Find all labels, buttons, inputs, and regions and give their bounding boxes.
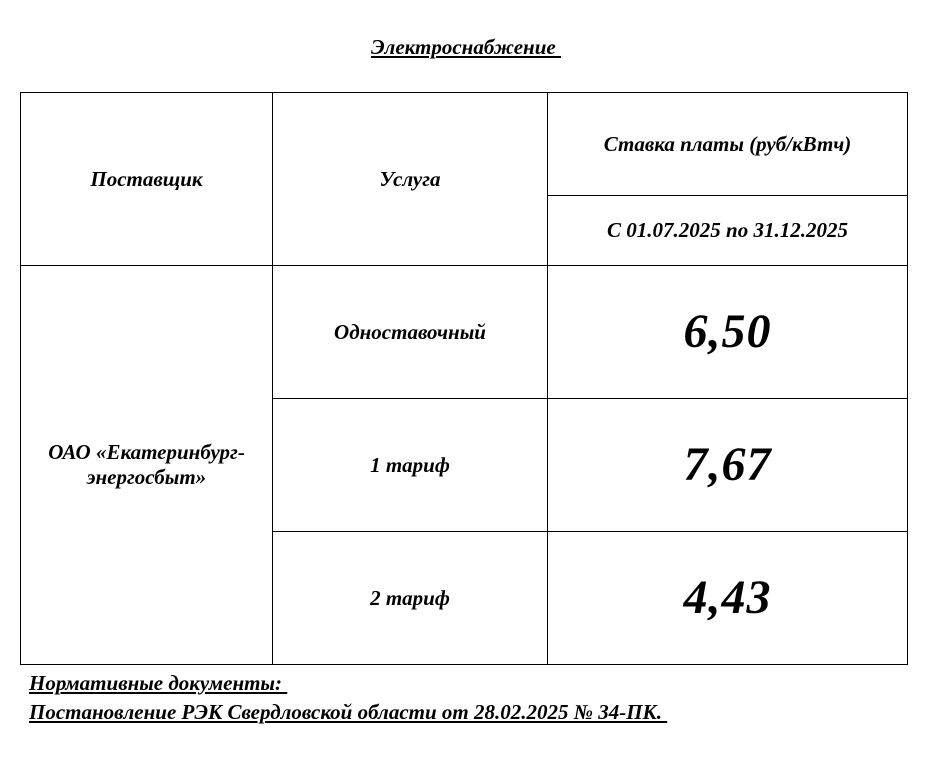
rate-cell: 6,50: [548, 266, 908, 399]
normative-doc-reference: Постановление РЭК Свердловской области от 28.02.2025 № 34-ПК.: [29, 700, 668, 724]
tariff-table: [20, 92, 908, 665]
header-supplier: Поставщик: [21, 93, 273, 266]
rate-cell: 7,67: [548, 399, 908, 532]
header-period: С 01.07.2025 по 31.12.2025: [548, 196, 908, 266]
service-cell: 1 тариф: [273, 399, 548, 532]
service-cell: 2 тариф: [273, 532, 548, 665]
header-rate: Ставка платы (руб/кВтч): [548, 93, 908, 196]
service-cell: Одноставочный: [273, 266, 548, 399]
header-service: Услуга: [273, 93, 548, 266]
page-title: Электроснабжение: [371, 35, 561, 59]
table-header-row: [21, 93, 908, 196]
rate-cell: 4,43: [548, 532, 908, 665]
supplier-name: ОАО «Екатеринбург-энергосбыт»: [21, 266, 273, 665]
normative-docs-heading: Нормативные документы:: [29, 671, 288, 695]
table-row: [21, 266, 908, 399]
